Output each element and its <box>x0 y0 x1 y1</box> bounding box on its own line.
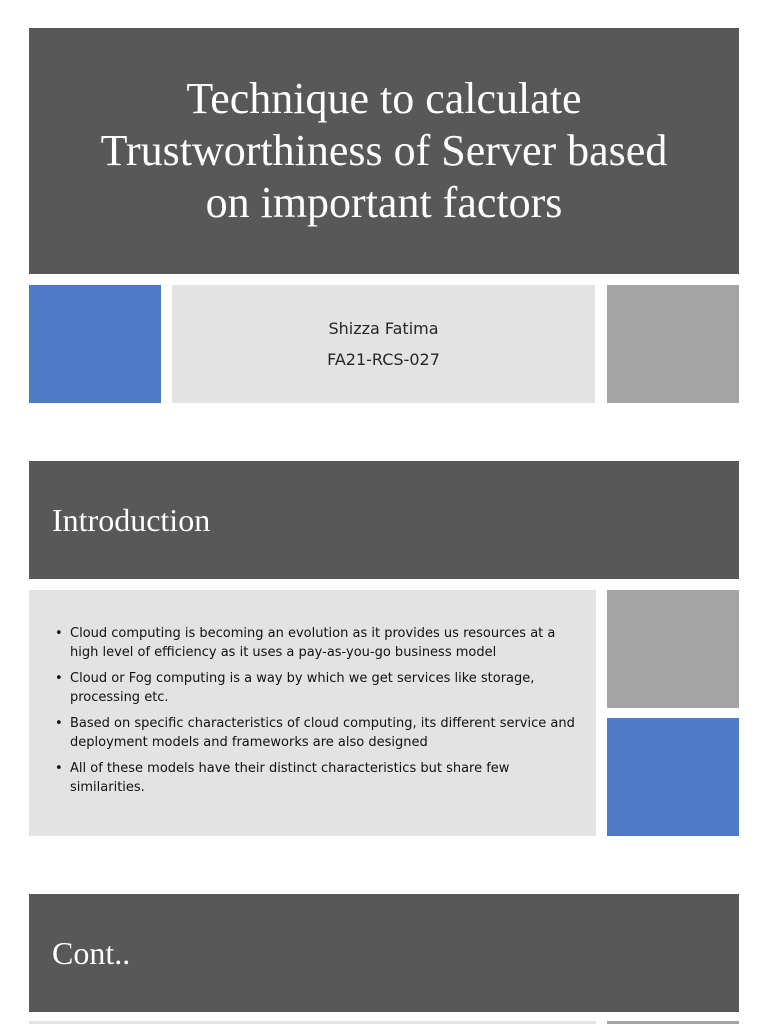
bullet-dot-icon: • <box>55 626 63 641</box>
bullet-dot-icon: • <box>55 716 63 731</box>
bullet-text: Cloud computing is becoming an evolution as it provides us resources at a high level of efficiency as it uses a pay-as-you-go business model <box>70 626 556 660</box>
decorative-gray-square <box>607 590 739 708</box>
decorative-blue-square <box>607 718 739 836</box>
bullet-item <box>55 669 576 707</box>
bullet-item <box>55 759 576 797</box>
bullet-dot-icon: • <box>55 671 63 686</box>
author-name: Shizza Fatima <box>328 319 439 338</box>
bullet-text: Cloud or Fog computing is a way by which we get services like storage, processing etc. <box>70 671 535 705</box>
bullet-text: All of these models have their distinct characteristics but share few similarities. <box>70 761 510 795</box>
slide-3-title: Cont.. <box>52 934 131 971</box>
slide-2-header <box>29 461 739 579</box>
slide-2-title: Introduction <box>52 501 211 538</box>
slide-1-title: Technique to calculate Trustworthiness of Server based on important factors <box>100 74 668 227</box>
bullet-text: Based on specific characteristics of cloud computing, its different service and deployment models and frameworks are also designed <box>70 716 575 750</box>
bullet-dot-icon: • <box>55 761 63 776</box>
bullet-item <box>55 624 576 662</box>
author-id: FA21-RCS-027 <box>327 350 440 369</box>
bullet-list <box>55 624 576 797</box>
bullets-box <box>29 590 596 836</box>
bullet-item <box>55 714 576 752</box>
author-box <box>172 285 595 403</box>
decorative-blue-square <box>29 285 161 403</box>
slide-3-header <box>29 894 739 1012</box>
slide-1-title-block <box>29 28 739 274</box>
decorative-gray-square <box>607 285 739 403</box>
